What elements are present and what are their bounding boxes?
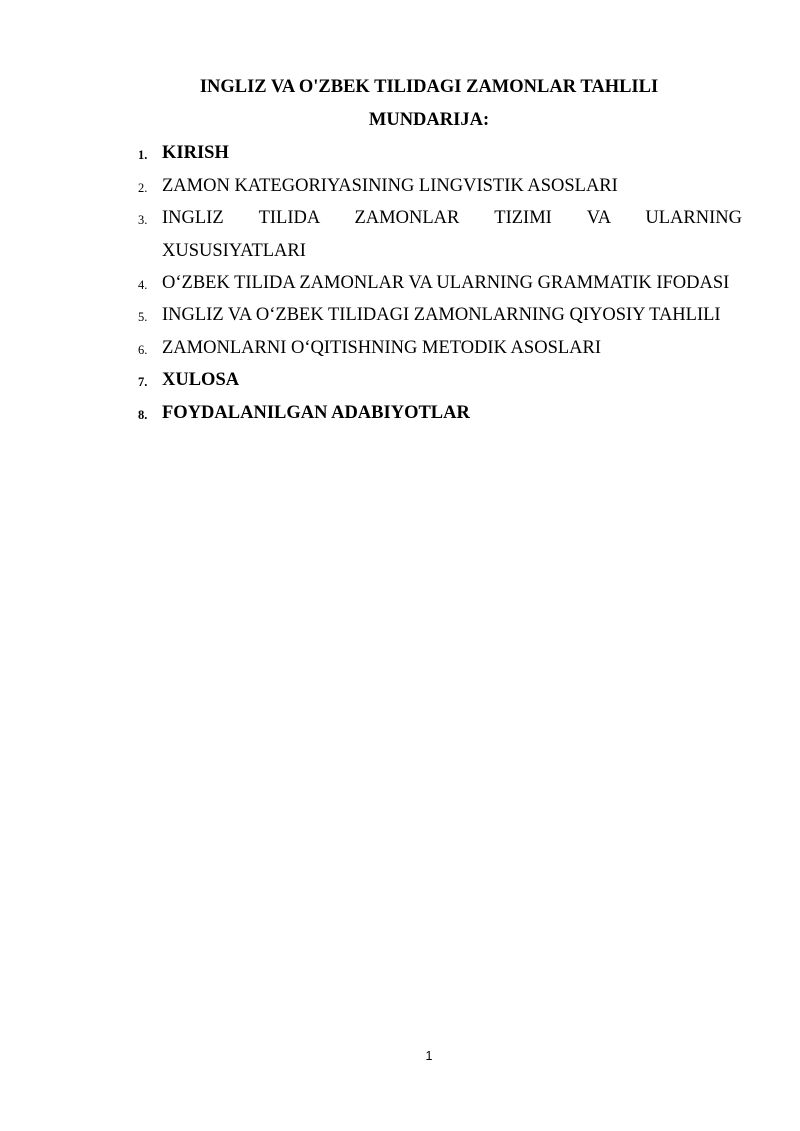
toc-number: 2.: [138, 181, 148, 195]
toc-number: 6.: [138, 343, 148, 357]
page-number: 1: [425, 1049, 433, 1063]
toc-text: ZAMONLARNI O‘QITISHNING METODIK ASOSLARI: [162, 338, 602, 358]
toc-number: 7.: [138, 375, 148, 389]
toc-number: 5.: [138, 310, 148, 324]
toc-text: FOYDALANILGAN ADABIYOTLAR: [162, 403, 470, 423]
toc-number: 3.: [138, 213, 148, 227]
toc-text: [162, 202, 742, 267]
toc-text: [162, 299, 742, 332]
toc-text-line: INGLIZ TILIDA ZAMONLAR TIZIMI VA ULARNING: [162, 208, 742, 228]
toc-text: [162, 267, 742, 300]
document-title: INGLIZ VA O'ZBEK TILIDAGI ZAMONLAR TAHLILI: [199, 77, 659, 97]
toc-number: 1.: [138, 148, 148, 162]
toc-text: ZAMON KATEGORIYASINING LINGVISTIK ASOSLARI: [162, 176, 618, 196]
toc-text-line: O‘ZBEK TILIDA ZAMONLAR VA ULARNING GRAMMATIK IFODASI: [162, 273, 730, 293]
toc-text-line: INGLIZ VA O‘ZBEK TILIDAGI ZAMONLARNING QIYOSIY TAHLILI: [162, 305, 721, 325]
toc-number: 8.: [138, 408, 148, 422]
toc-number: 4.: [138, 278, 148, 292]
toc-text: XULOSA: [162, 370, 240, 390]
toc-heading: MUNDARIJA:: [368, 110, 490, 130]
toc-text-line: XUSUSIYATLARI: [162, 240, 306, 261]
toc-text: KIRISH: [162, 143, 229, 163]
